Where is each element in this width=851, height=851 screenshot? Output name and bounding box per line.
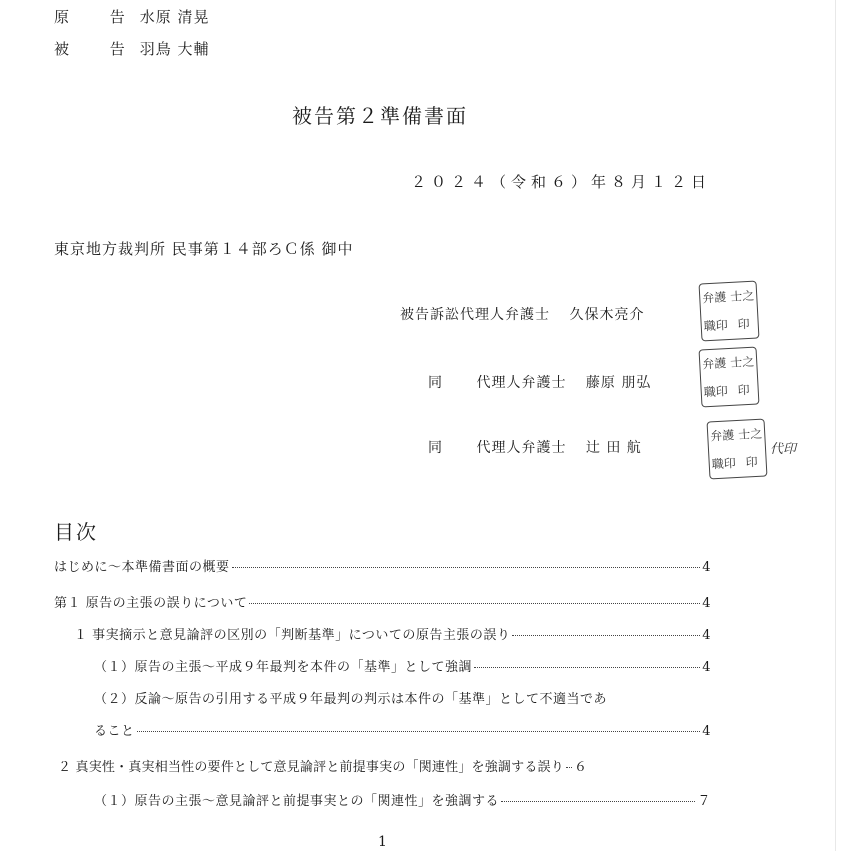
toc-entry[interactable] bbox=[94, 790, 711, 809]
toc-heading: 目次 bbox=[54, 520, 98, 544]
plaintiff-role: 原 告 bbox=[54, 8, 143, 26]
toc-leader-dots bbox=[512, 635, 700, 636]
toc-entry[interactable] bbox=[94, 688, 711, 707]
signatory-1 bbox=[400, 304, 644, 324]
page-edge-line bbox=[835, 0, 836, 851]
toc-entry[interactable] bbox=[54, 592, 711, 611]
toc-entry-label: 第１ 原告の主張の誤りについて bbox=[54, 596, 248, 611]
toc-entry-label: はじめに～本準備書面の概要 bbox=[54, 560, 230, 575]
toc-entry[interactable] bbox=[94, 720, 711, 739]
signatory-3-name: 辻 田 航 bbox=[585, 440, 642, 456]
signatory-3-title: 同 代理人弁護士 bbox=[428, 440, 567, 456]
toc-entry-page: 4 bbox=[702, 628, 711, 643]
toc-entry[interactable] bbox=[58, 756, 711, 775]
defendant-role: 被 告 bbox=[54, 40, 143, 58]
signatory-1-name: 久保木亮介 bbox=[569, 307, 645, 323]
seal-stamp-3: 弁護 士之 職印 印 bbox=[707, 419, 768, 480]
toc-entry-page: 4 bbox=[702, 660, 711, 675]
signatory-2-title: 同 代理人弁護士 bbox=[428, 375, 567, 391]
page-number: 1 bbox=[378, 834, 387, 850]
toc-leader-dots bbox=[249, 603, 700, 604]
signatory-3 bbox=[428, 437, 642, 457]
toc-leader-dots bbox=[232, 567, 701, 568]
toc-entry-label: （２）反論～原告の引用する平成９年最判の判示は本件の「基準」として不適当であ bbox=[94, 692, 608, 707]
toc-leader-dots bbox=[137, 731, 701, 732]
toc-entry-label: （１）原告の主張～意見論評と前提事実との「関連性」を強調する bbox=[94, 794, 500, 809]
document-title: 被告第２準備書面 bbox=[292, 104, 468, 128]
proxy-seal-note: 代印 bbox=[770, 442, 797, 457]
toc-entry-page: 4 bbox=[702, 596, 711, 611]
toc-entry[interactable] bbox=[94, 656, 711, 675]
toc-entry-label: １ 事実摘示と意見論評の区別の「判断基準」についての原告主張の誤り bbox=[74, 628, 511, 643]
seal-stamp-1: 弁護 士之 職印 印 bbox=[699, 281, 760, 342]
signatory-2-name: 藤原 朋弘 bbox=[585, 375, 652, 391]
toc-leader-dots bbox=[501, 801, 695, 802]
toc-entry-page: ７ bbox=[697, 794, 711, 809]
toc-entry[interactable] bbox=[74, 624, 711, 643]
toc-entry-label: ること bbox=[94, 724, 135, 739]
toc-entry-page: 4 bbox=[702, 724, 711, 739]
document-date: ２０２４（令和６）年８月１２日 bbox=[410, 173, 711, 191]
toc-leader-dots bbox=[474, 667, 700, 668]
defendant-name: 羽鳥 大輔 bbox=[139, 40, 210, 58]
signatory-1-title: 被告訴訟代理人弁護士 bbox=[400, 307, 550, 323]
toc-entry-label: （１）原告の主張～平成９年最判を本件の「基準」として強調 bbox=[94, 660, 473, 675]
toc-entry-label: ２ 真実性・真実相当性の要件として意見論評と前提事実の「関連性」を強調する誤り bbox=[58, 760, 564, 775]
defendant-line bbox=[54, 38, 210, 59]
plaintiff-name: 水原 清晃 bbox=[139, 8, 210, 26]
toc-entry[interactable] bbox=[54, 556, 711, 575]
toc-entry-page: ６ bbox=[573, 760, 588, 775]
plaintiff-line bbox=[54, 6, 210, 27]
seal-stamp-2: 弁護 士之 職印 印 bbox=[699, 347, 760, 408]
toc-entry-page: 4 bbox=[702, 560, 711, 575]
court-addressee: 東京地方裁判所 民事第１４部ろＣ係 御中 bbox=[54, 240, 354, 258]
toc-leader-dots bbox=[566, 767, 572, 768]
signatory-2 bbox=[428, 372, 651, 392]
